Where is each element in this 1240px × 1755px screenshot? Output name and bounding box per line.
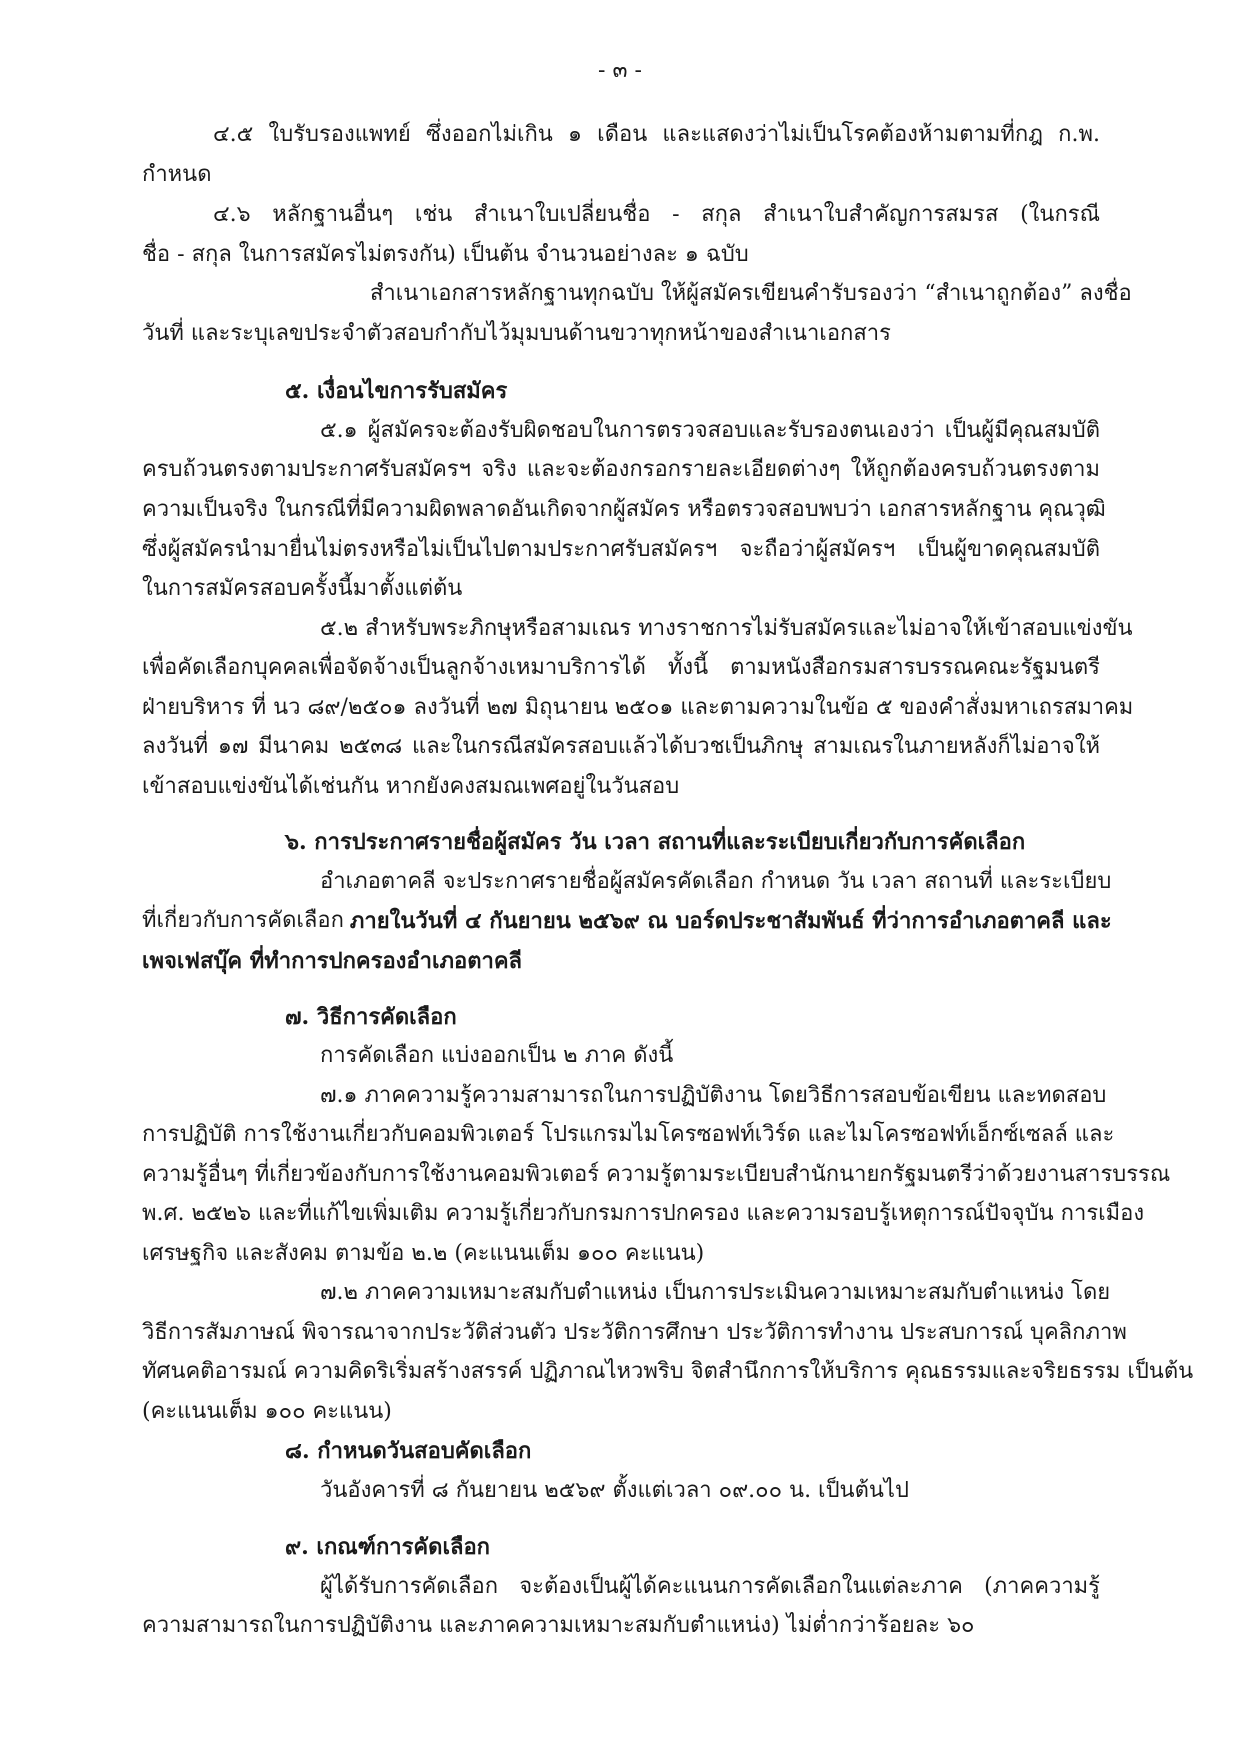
item-4-5-line-2: กำหนด (142, 162, 212, 187)
item-7-1-line-2: การปฏิบัติ การใช้งานเกี่ยวกับคอมพิวเตอร์ โปรแกรมไมโครซอฟท์เวิร์ด และไมโครซอฟท์เอ็กซ์เซลล์ และ (142, 1122, 1115, 1147)
item-4-5-line-1: ๔.๕ ใบรับรองแพทย์ ซึ่งออกไม่เกิน ๑ เดือน และแสดงว่าไม่เป็นโรคต้องห้ามตามที่กฎ ก.พ. (213, 122, 1100, 147)
section-5-heading: ๕. เงื่อนไขการรับสมัคร (285, 378, 508, 404)
item-5-2-line-4: ลงวันที่ ๑๗ มีนาคม ๒๕๓๘ และในกรณีสมัครสอบแล้วได้บวชเป็นภิกษุ สามเณรในภายหลังก็ไม่อาจให้ (142, 734, 1100, 759)
item-5-1-line-2: ครบถ้วนตรงตามประกาศรับสมัครฯ จริง และจะต้องกรอกรายละเอียดต่างๆ ให้ถูกต้องครบถ้วนตรงตาม (142, 457, 1100, 482)
item-5-1-line-3: ความเป็นจริง ในกรณีที่มีความผิดพลาดอันเกิดจากผู้สมัคร หรือตรวจสอบพบว่า เอกสารหลักฐาน คุณวุฒิ (142, 497, 1106, 522)
item-7-2-line-2: วิธีการสัมภาษณ์ พิจารณาจากประวัติส่วนตัว ประวัติการศึกษา ประวัติการทำงาน ประสบการณ์ บุคลิกภาพ (142, 1320, 1127, 1345)
item-7-1-line-3: ความรู้อื่นๆ ที่เกี่ยวข้องกับการใช้งานคอมพิวเตอร์ ความรู้ตามระเบียบสำนักนายกรัฐมนตรีว่าด้วยงานสารบรรณ (142, 1162, 1171, 1187)
page-number: - ๓ - (598, 58, 642, 83)
item-5-1-line-5: ในการสมัครสอบครั้งนี้มาตั้งแต่ต้น (142, 576, 463, 601)
item-7-1-line-5: เศรษฐกิจ และสังคม ตามข้อ ๒.๒ (คะแนนเต็ม ๑๐๐ คะแนน) (142, 1241, 705, 1266)
certification-note-line-2: วันที่ และระบุเลขประจำตัวสอบกำกับไว้มุมบนด้านขวาทุกหน้าของสำเนาเอกสาร (142, 321, 891, 346)
item-5-2-line-3: ฝ่ายบริหาร ที่ นว ๘๙/๒๕๐๑ ลงวันที่ ๒๗ มิถุนายน ๒๕๐๑ และตามความในข้อ ๕ ของคำสั่งมหาเถรสมาคม (142, 695, 1134, 720)
section-9-heading: ๙. เกณฑ์การคัดเลือก (285, 1534, 490, 1560)
item-7-2-line-1: ๗.๒ ภาคความเหมาะสมกับตำแหน่ง เป็นการประเมินความเหมาะสมกับตำแหน่ง โดย (320, 1280, 1111, 1305)
item-7-2-line-4: (คะแนนเต็ม ๑๐๐ คะแนน) (142, 1399, 392, 1424)
item-7-1-line-4: พ.ศ. ๒๕๒๖ และที่แก้ไขเพิ่มเติม ความรู้เกี่ยวกับกรมการปกครอง และความรอบรู้เหตุการณ์ปัจจุบัน การเมือง (142, 1201, 1145, 1226)
item-7-2-line-3: ทัศนคติอารมณ์ ความคิดริเริ่มสร้างสรรค์ ปฏิภาณไหวพริบ จิตสำนึกการให้บริการ คุณธรรมและจริยธรรม เป็นต้น (142, 1359, 1194, 1384)
item-4-6-line-1: ๔.๖ หลักฐานอื่นๆ เช่น สำเนาใบเปลี่ยนชื่อ - สกุล สำเนาใบสำคัญการสมรส (ในกรณี (213, 202, 1100, 227)
section-6-deadline-emphasis: ภายในวันที่ ๔ กันยายน ๒๕๖๙ ณ บอร์ดประชาสัมพันธ์ ที่ว่าการอำเภอตาคลี และ (349, 908, 1112, 934)
certification-note-line-1: สำเนาเอกสารหลักฐานทุกฉบับ ให้ผู้สมัครเขียนคำรับรองว่า “สำเนาถูกต้อง” ลงชื่อ (370, 281, 1132, 306)
item-5-1-line-4: ซึ่งผู้สมัครนำมายื่นไม่ตรงหรือไม่เป็นไปตามประกาศรับสมัครฯ จะถือว่าผู้สมัครฯ เป็นผู้ขาดคุณสมบัติ (142, 537, 1100, 562)
section-9-line-1: ผู้ได้รับการคัดเลือก จะต้องเป็นผู้ได้คะแนนการคัดเลือกในแต่ละภาค (ภาคความรู้ (320, 1574, 1100, 1599)
item-5-2-line-1: ๕.๒ สำหรับพระภิกษุหรือสามเณร ทางราชการไม่รับสมัครและไม่อาจให้เข้าสอบแข่งขัน (320, 616, 1133, 641)
item-4-6-line-2: ชื่อ - สกุล ในการสมัครไม่ตรงกัน) เป็นต้น จำนวนอย่างละ ๑ ฉบับ (142, 242, 749, 267)
section-6-line-3: เพจเฟสบุ๊ค ที่ทำการปกครองอำเภอตาคลี (142, 948, 523, 974)
section-6-line-2-plain: ที่เกี่ยวกับการคัดเลือก (142, 908, 344, 933)
section-8-date: วันอังคารที่ ๘ กันยายน ๒๕๖๙ ตั้งแต่เวลา ๐๙.๐๐ น. เป็นต้นไป (320, 1478, 909, 1503)
section-6-heading: ๖. การประกาศรายชื่อผู้สมัคร วัน เวลา สถานที่และระเบียบเกี่ยวกับการคัดเลือก (285, 829, 1026, 855)
section-9-line-2: ความสามารถในการปฏิบัติงาน และภาคความเหมาะสมกับตำแหน่ง) ไม่ต่ำกว่าร้อยละ ๖๐ (142, 1613, 975, 1638)
item-5-2-line-5: เข้าสอบแข่งขันได้เช่นกัน หากยังคงสมณเพศอยู่ในวันสอบ (142, 774, 680, 799)
section-6-line-1: อำเภอตาคลี จะประกาศรายชื่อผู้สมัครคัดเลือก กำหนด วัน เวลา สถานที่ และระเบียบ (320, 869, 1112, 894)
section-7-intro: การคัดเลือก แบ่งออกเป็น ๒ ภาค ดังนี้ (320, 1043, 674, 1068)
item-5-1-line-1: ๕.๑ ผู้สมัครจะต้องรับผิดชอบในการตรวจสอบและรับรองตนเองว่า เป็นผู้มีคุณสมบัติ (320, 418, 1100, 443)
item-7-1-line-1: ๗.๑ ภาคความรู้ความสามารถในการปฏิบัติงาน โดยวิธีการสอบข้อเขียน และทดสอบ (320, 1083, 1107, 1108)
section-7-heading: ๗. วิธีการคัดเลือก (285, 1004, 457, 1030)
section-8-heading: ๘. กำหนดวันสอบคัดเลือก (285, 1438, 532, 1464)
item-5-2-line-2: เพื่อคัดเลือกบุคคลเพื่อจัดจ้างเป็นลูกจ้างเหมาบริการได้ ทั้งนี้ ตามหนังสือกรมสารบรรณคณะรัฐมนตรี (142, 655, 1100, 680)
section-6-line-2 (142, 906, 1112, 936)
